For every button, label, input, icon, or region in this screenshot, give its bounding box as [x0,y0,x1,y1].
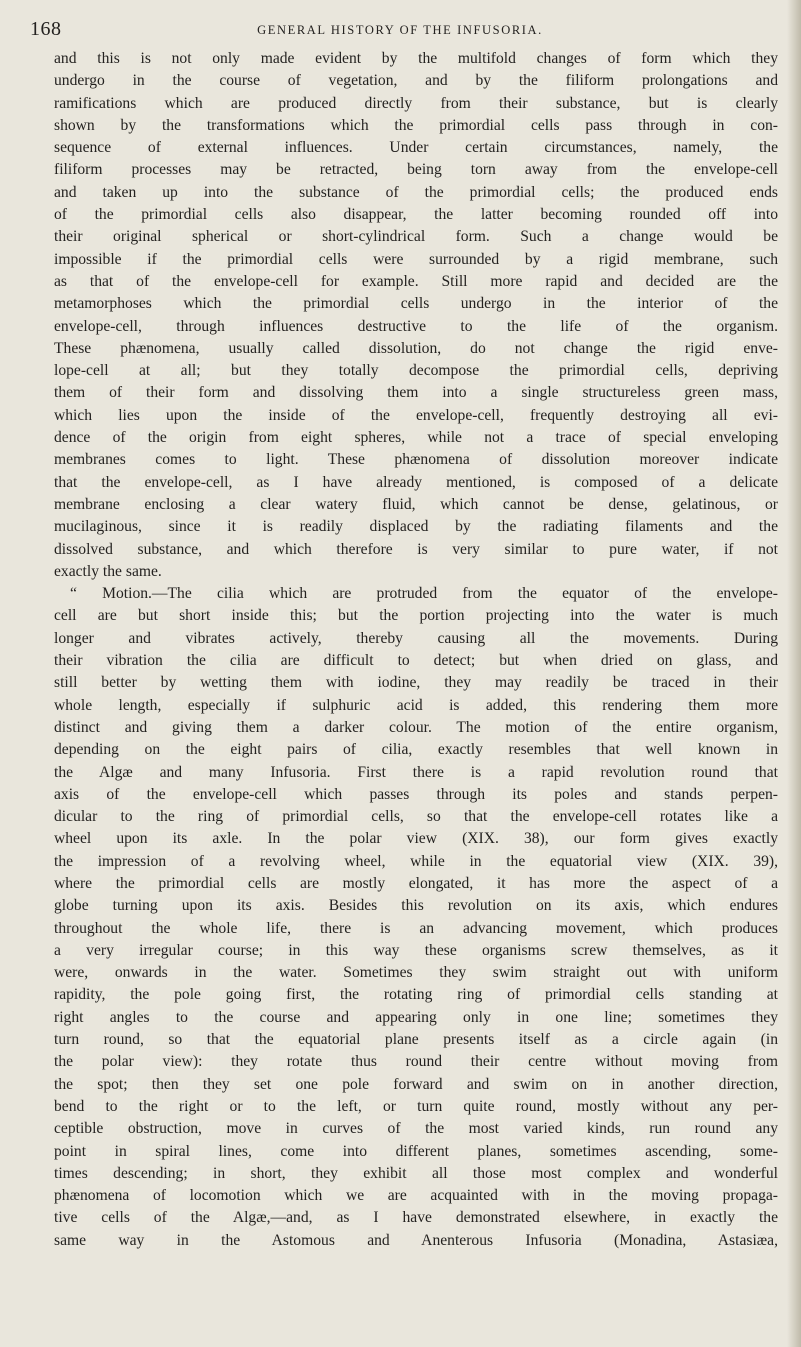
text-line: point in spiral lines, come into different planes, sometimes ascending, some- [54,1142,778,1160]
text-line: times descending; in short, they exhibit all those most complex and wonderful [54,1164,778,1182]
text-line: the Algæ and many Infusoria. First there is a rapid revolution round that [54,763,778,781]
text-line: metamorphoses which the primordial cells undergo in the interior of the [54,295,778,313]
text-line: phænomena of locomotion which we are acquainted with in the moving propaga- [54,1187,778,1205]
text-line: where the primordial cells are mostly elongated, it has more the aspect of a [54,874,778,892]
text-line: the impression of a revolving wheel, while in the equatorial view (XIX. 39), [54,852,778,870]
text-line: cell are but short inside this; but the portion projecting into the water is much [54,607,778,625]
text-line: rapidity, the pole going first, the rotating ring of primordial cells standing at [54,986,778,1004]
text-line: a very irregular course; in this way these organisms screw themselves, as it [54,941,778,959]
text-line: throughout the whole life, there is an advancing movement, which produces [54,919,778,937]
text-line: tive cells of the Algæ,—and, as I have demonstrated elsewhere, in exactly the [54,1209,778,1227]
text-line: “ Motion.—The cilia which are protruded from the equator of the envelope- [70,585,778,603]
text-line: same way in the Astomous and Anenterous Infusoria (Monadina, Astasiæa, [54,1231,778,1249]
text-line: distinct and giving them a darker colour. The motion of the entire organism, [54,718,778,736]
text-line: shown by the transformations which the primordial cells pass through in con- [54,116,778,134]
text-line: mucilaginous, since it is readily displaced by the radiating filaments and the [54,518,778,536]
text-line: the spot; then they set one pole forward and swim on in another direction, [54,1075,778,1093]
text-line: sequence of external influences. Under certain circumstances, namely, the [54,139,778,157]
text-line: bend to the right or to the left, or turn quite round, mostly without any per- [54,1097,778,1115]
text-line: which lies upon the inside of the envelope-cell, frequently destroying all evi- [54,406,778,424]
text-line: turn round, so that the equatorial plane presents itself as a circle again (in [54,1031,778,1049]
text-line: envelope-cell, through influences destructive to the life of the organism. [54,317,778,335]
text-line: exactly the same. [54,562,162,580]
text-line: dissolved substance, and which therefore is very similar to pure water, if not [54,540,778,558]
text-line: wheel upon its axle. In the polar view (XIX. 38), our form gives exactly [54,830,778,848]
text-line: right angles to the course and appearing only in one line; sometimes they [54,1008,778,1026]
text-line: membrane enclosing a clear watery fluid, which cannot be dense, gelatinous, or [54,495,778,513]
text-line: of the primordial cells also disappear, the latter becoming rounded off into [54,206,778,224]
text-line: longer and vibrates actively, thereby causing all the movements. During [54,629,778,647]
page-header [30,18,770,42]
text-line: membranes comes to light. These phænomena of dissolution moreover indicate [54,451,778,469]
text-line: whole length, especially if sulphuric acid is added, this rendering them more [54,696,778,714]
text-line: filiform processes may be retracted, being torn away from the envelope-cell [54,161,778,179]
text-line: These phænomena, usually called dissolution, do not change the rigid enve- [54,339,778,357]
text-line: still better by wetting them with iodine, they may readily be traced in their [54,674,778,692]
text-line: ramifications which are produced directly from their substance, but is clearly [54,94,778,112]
text-line: and this is not only made evident by the multifold changes of form which they [54,50,778,67]
text-line: that the envelope-cell, as I have already mentioned, is composed of a delicate [54,473,778,491]
text-line: as that of the envelope-cell for example. Still more rapid and decided are the [54,272,778,290]
text-line: dence of the origin from eight spheres, while not a trace of special enveloping [54,429,778,447]
text-line: ceptible obstruction, move in curves of the most varied kinds, run round any [54,1120,778,1138]
text-line: dicular to the ring of primordial cells, so that the envelope-cell rotates like a [54,808,778,826]
text-line: the polar view): they rotate thus round their centre without moving from [54,1053,778,1071]
text-line: depending on the eight pairs of cilia, exactly resembles that well known in [54,741,778,759]
text-line: lope-cell at all; but they totally decompose the primordial cells, depriving [54,362,778,380]
text-line: were, onwards in the water. Sometimes they swim straight out with uniform [54,964,778,982]
text-line: undergo in the course of vegetation, and by the filiform prolongations and [54,72,778,90]
text-line: them of their form and dissolving them into a single structureless green mass, [54,384,778,402]
running-head: GENERAL HISTORY OF THE INFUSORIA. [257,23,543,37]
page-edge-shadow [787,0,801,1347]
body-text [54,48,778,1252]
page-number: 168 [30,18,62,40]
text-line: their original spherical or short-cylindrical form. Such a change would be [54,228,778,246]
text-line: and taken up into the substance of the primordial cells; the produced ends [54,183,778,201]
text-line: globe turning upon its axis. Besides this revolution on its axis, which endures [54,897,778,915]
text-line: their vibration the cilia are difficult to detect; but when dried on glass, and [54,652,778,670]
text-line: axis of the envelope-cell which passes through its poles and stands perpen- [54,785,778,803]
text-line: impossible if the primordial cells were surrounded by a rigid membrane, such [54,250,778,268]
